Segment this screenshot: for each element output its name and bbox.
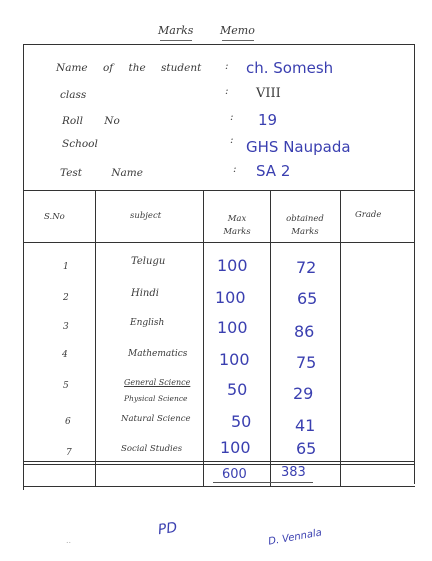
col-divider-1 xyxy=(95,190,96,486)
row-obtained: 65 xyxy=(296,439,317,458)
row-subject-2: Physical Science xyxy=(124,394,188,403)
header-max: Max Marks xyxy=(223,214,251,237)
col-divider-3 xyxy=(270,190,271,486)
row-max: 100 xyxy=(215,288,246,307)
field-value-class: VIII xyxy=(256,86,281,101)
field-label-test: Test Name xyxy=(60,167,143,179)
field-colon: : xyxy=(230,134,234,146)
field-colon: : xyxy=(233,163,237,175)
memo-title-word1: Marks xyxy=(158,24,194,37)
header-obtained: obtained Marks xyxy=(286,214,324,237)
field-colon: : xyxy=(225,85,229,97)
total-max: 600 xyxy=(222,467,247,482)
row-obtained: 75 xyxy=(296,353,317,372)
total-obtained: 383 xyxy=(281,465,306,480)
row-obtained: 65 xyxy=(297,289,318,308)
row-subject: Hindi xyxy=(131,288,159,299)
field-label-school: School xyxy=(62,138,98,150)
field-value-name: ch. Somesh xyxy=(246,59,334,77)
row-subject: Natural Science xyxy=(121,414,191,424)
memo-title-word2: Memo xyxy=(220,24,255,37)
signature-left: PD xyxy=(156,519,179,539)
row-max: 50 xyxy=(227,380,248,399)
table-header-line xyxy=(23,242,415,243)
stray-mark: .. xyxy=(66,536,72,545)
frame-right xyxy=(414,44,415,484)
row-subject: Mathematics xyxy=(128,349,188,359)
header-sno: S.No xyxy=(44,212,65,222)
field-value-roll: 19 xyxy=(258,111,278,129)
row-subject: Telugu xyxy=(131,256,166,267)
row-obtained: 86 xyxy=(294,322,315,341)
row-max: 100 xyxy=(219,350,250,369)
row-sno: 6 xyxy=(65,417,71,427)
row-max: 100 xyxy=(220,438,251,457)
row-obtained: 41 xyxy=(295,416,316,435)
row-subject: English xyxy=(130,318,165,328)
frame-left xyxy=(23,44,24,490)
field-colon: : xyxy=(230,111,234,123)
header-subject: subject xyxy=(130,211,162,221)
field-value-school: GHS Naupada xyxy=(246,138,351,156)
row-max: 100 xyxy=(217,318,248,337)
field-value-test: SA 2 xyxy=(256,162,291,180)
col-divider-2 xyxy=(203,190,204,486)
row-sno: 7 xyxy=(66,448,72,458)
row-subject: General Science xyxy=(124,378,191,387)
field-label-class: class xyxy=(60,89,87,101)
row-subject: Social Studies xyxy=(121,444,183,454)
signature-right: D. Vennala xyxy=(267,527,323,548)
col-divider-4 xyxy=(340,190,341,486)
total-underline xyxy=(213,482,313,483)
header-grade: Grade xyxy=(355,210,382,220)
row-sno: 5 xyxy=(63,381,69,391)
field-label-name: Name of the student xyxy=(56,62,202,74)
field-label-roll: Roll No xyxy=(62,115,120,127)
frame-bottom xyxy=(23,486,415,487)
title-underline-2 xyxy=(222,40,254,41)
row-sno: 1 xyxy=(63,262,69,272)
table-top-line xyxy=(23,190,415,191)
field-colon: : xyxy=(225,60,229,72)
table-total-line-1 xyxy=(23,461,415,462)
row-max: 50 xyxy=(231,412,252,431)
row-obtained: 29 xyxy=(293,384,314,403)
row-sno: 4 xyxy=(62,350,68,360)
title-underline-1 xyxy=(160,40,192,41)
row-sno: 2 xyxy=(63,293,69,303)
table-total-line-2 xyxy=(23,464,415,465)
row-max: 100 xyxy=(217,256,248,275)
row-obtained: 72 xyxy=(296,258,317,277)
frame-top xyxy=(23,44,415,45)
row-sno: 3 xyxy=(63,322,69,332)
